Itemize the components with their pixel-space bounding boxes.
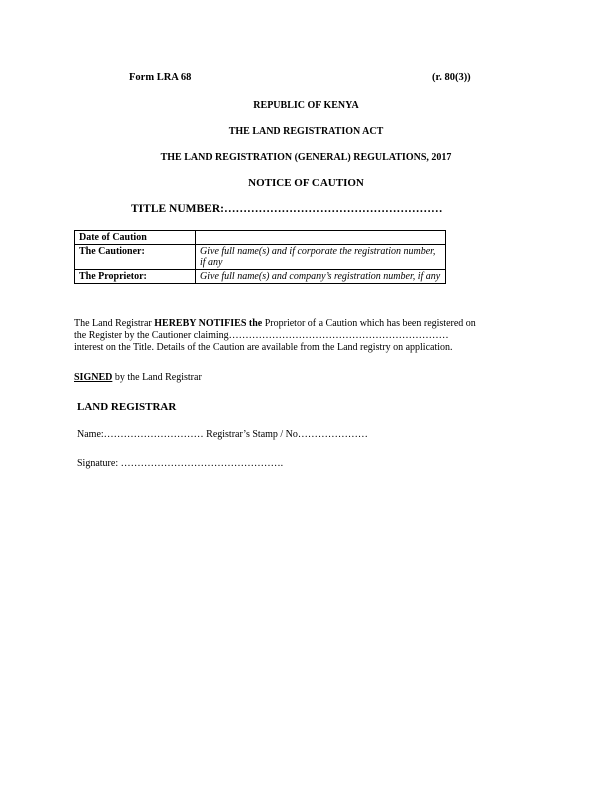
caution-details-table xyxy=(74,230,446,284)
signed-statement xyxy=(74,372,202,383)
title-number-field: TITLE NUMBER:………………………………………………… xyxy=(131,203,443,215)
rule-reference: (r. 80(3)) xyxy=(432,72,471,83)
cautioner-label: The Cautioner: xyxy=(75,245,196,270)
date-of-caution-value xyxy=(196,231,446,245)
notice-line-2: the Register by the Cautioner claiming………………………………………………………… xyxy=(74,330,449,341)
signed-rest: by the Land Registrar xyxy=(112,372,202,383)
signed-word: SIGNED xyxy=(74,372,113,383)
heading-act: THE LAND REGISTRATION ACT xyxy=(228,126,384,137)
table-row xyxy=(75,245,446,270)
notice-line-1 xyxy=(74,318,544,330)
date-of-caution-label: Date of Caution xyxy=(75,231,196,245)
notice-emphasis: HEREBY NOTIFIES the xyxy=(154,318,263,329)
heading-notice: NOTICE OF CAUTION xyxy=(248,177,364,189)
signature-line: Signature: …………………………………………. xyxy=(77,458,284,469)
proprietor-label: The Proprietor: xyxy=(75,270,196,284)
cautioner-hint: Give full name(s) and if corporate the registration number, if any xyxy=(196,245,446,270)
name-stamp-line: Name:………………………… Registrar’s Stamp / No………………… xyxy=(77,429,368,440)
notice-line-3: interest on the Title. Details of the Caution are available from the Land registry on application. xyxy=(74,342,453,353)
notice-text: The Land Registrar xyxy=(74,318,155,329)
table-row xyxy=(75,231,446,245)
heading-regulations: THE LAND REGISTRATION (GENERAL) REGULATIONS, 2017 xyxy=(160,152,452,163)
table-row xyxy=(75,270,446,284)
form-code: Form LRA 68 xyxy=(129,72,192,83)
registrar-heading: LAND REGISTRAR xyxy=(77,401,177,413)
proprietor-hint: Give full name(s) and company’s registration number, if any xyxy=(196,270,446,284)
notice-text: Proprietor of a Caution which has been registered on xyxy=(262,318,476,329)
heading-republic: REPUBLIC OF KENYA xyxy=(253,100,359,111)
notice-paragraph xyxy=(74,318,544,354)
